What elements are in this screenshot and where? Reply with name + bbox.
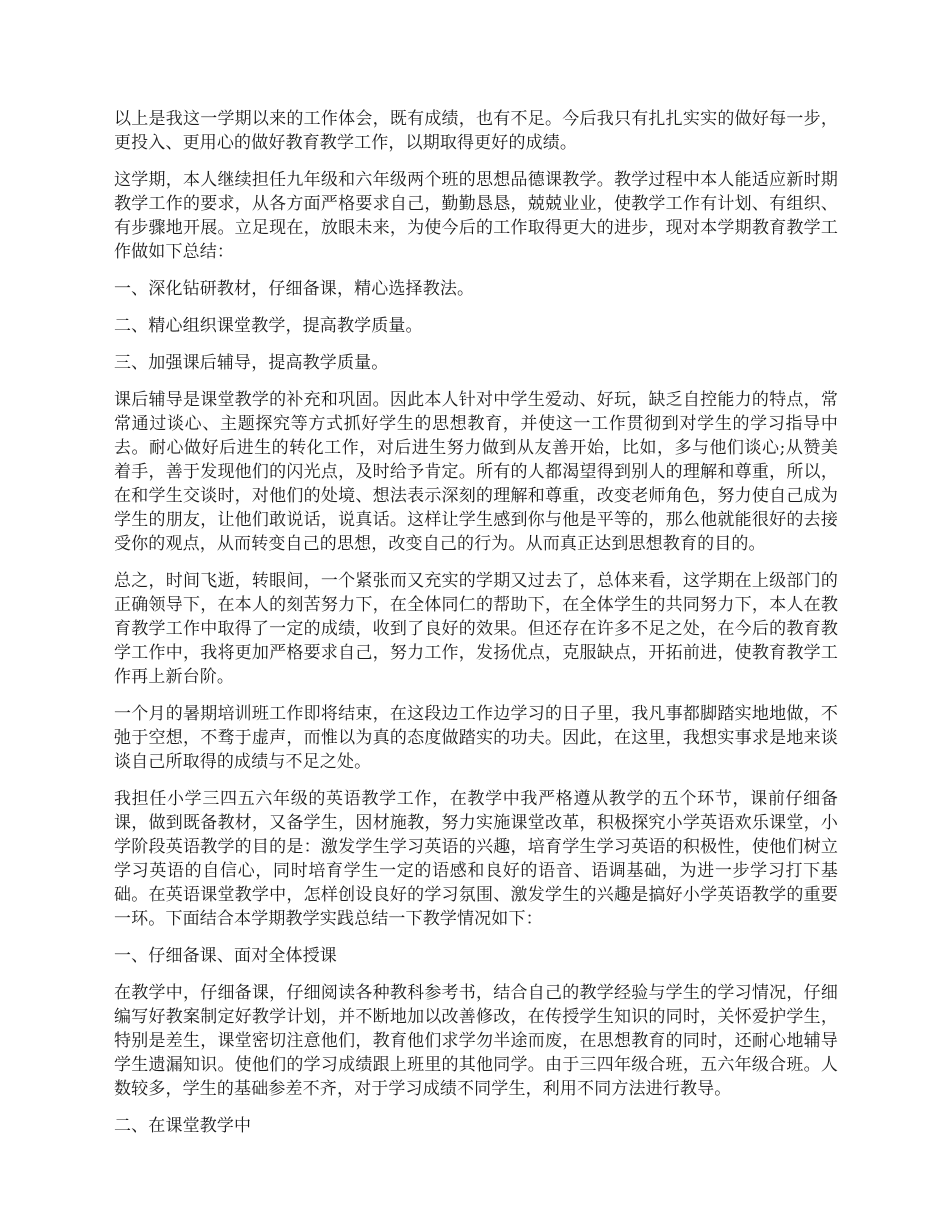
paragraph-english-teaching: 我担任小学三四五六年级的英语教学工作，在教学中我严格遵从教学的五个环节，课前仔细备课，做到既备教材，又备学生，因材施教，努力实施课堂改革，积极探究小学英语欢乐课堂，小学阶段英语教学的目的是：激发学生学习英语的兴趣，培育学生学习英语的积极性，使他们树立学习英语的自信心，同时培育学生一定的语感和良好的语音、语调基础，为进一步学习打下基础。在英语课堂教学中，怎样创设良好的学习氛围、激发学生的兴趣是搞好小学英语教学的重要一环。下面结合本学期教学实践总结一下教学情况如下：	[114, 789, 838, 929]
paragraph-summer-training: 一个月的暑期培训班工作即将结束，在这段边工作边学习的日子里，我凡事都脚踏实地地做，不弛于空想，不骛于虚声，而惟以为真的态度做踏实的功夫。因此，在这里，我想实事求是地来谈谈自己所取得的成绩与不足之处。	[114, 704, 838, 772]
heading-careful-preparation: 一、仔细备课、面对全体授课	[114, 946, 337, 966]
paragraph-summary-intro: 以上是我这一学期以来的工作体会，既有成绩，也有不足。今后我只有扎扎实实的做好每一步，更投入、更用心的做好教育教学工作，以期取得更好的成绩。	[114, 109, 838, 153]
paragraph-after-class-tutoring: 课后辅导是课堂教学的补充和巩固。因此本人针对中学生爱动、好玩，缺乏自控能力的特点，常常通过谈心、主题探究等方式抓好学生的思想教育，并使这一工作贯彻到对学生的学习指导中去。耐心做好后进生的转化工作，对后进生努力做到从友善开始，比如，多与他们谈心;从赞美着手，善于发现他们的闪光点，及时给予肯定。所有的人都渴望得到别人的理解和尊重，所以，在和学生交谈时，对他们的处境、想法表示深刻的理解和尊重，改变老师角色，努力使自己成为学生的朋友，让他们敢说话，说真话。这样让学生感到你与他是平等的，那么他就能很好的去接受你的观点，从而转变自己的思想，改变自己的行为。从而真正达到思想教育的目的。	[114, 390, 838, 554]
heading-point-three: 三、加强课后辅导，提高教学质量。	[114, 353, 389, 373]
paragraph-conclusion: 总之，时间飞逝，转眼间，一个紧张而又充实的学期又过去了，总体来看，这学期在上级部门的正确领导下，在本人的刻苦努力下，在全体同仁的帮助下，在全体学生的共同努力下，本人在教育教学工作中取得了一定的成绩，收到了良好的效果。但还存在许多不足之处，在今后的教育教学工作中，我将更加严格要求自己，努力工作，发扬优点，克服缺点，开拓前进，使教育教学工作再上新台阶。	[114, 571, 838, 687]
paragraph-preparation-details: 在教学中，仔细备课，仔细阅读各种教科参考书，结合自己的教学经验与学生的学习情况，仔细编写好教案制定好教学计划，并不断地加以改善修改，在传授学生知识的同时，关怀爱护学生，特别是差生，课堂密切注意他们，教育他们求学勿半途而废，在思想教育的同时，还耐心地辅导学生遗漏知识。使他们的学习成绩跟上班里的其他同学。由于三四年级合班，五六年级合班。人数较多，学生的基础参差不齐，对于学习成绩不同学生，利用不同方法进行教导。	[114, 983, 838, 1099]
heading-classroom-teaching: 二、在课堂教学中	[114, 1116, 252, 1136]
paragraph-semester-overview: 这学期，本人继续担任九年级和六年级两个班的思想品德课教学。教学过程中本人能适应新时期教学工作的要求，从各方面严格要求自己，勤勤恳恳，兢兢业业，使教学工作有计划、有组织、有步骤地开展。立足现在，放眼未来，为使今后的工作取得更大的进步，现对本学期教育教学工作做如下总结：	[114, 170, 838, 262]
heading-point-one: 一、深化钻研教材，仔细备课，精心选择教法。	[114, 279, 475, 299]
heading-point-two: 二、精心组织课堂教学，提高教学质量。	[114, 316, 423, 336]
document-body	[114, 107, 838, 1151]
